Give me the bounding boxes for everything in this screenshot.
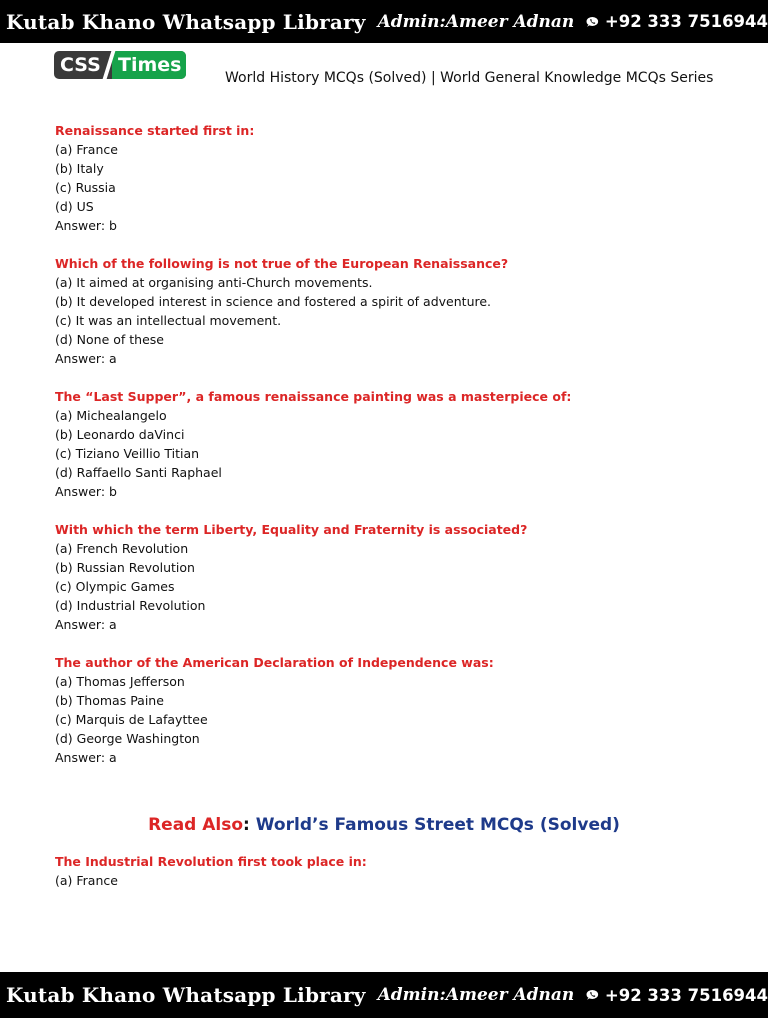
library-name: Kutab Khano Whatsapp Library (6, 983, 366, 1007)
question-title: The “Last Supper”, a famous renaissance painting was a masterpiece of: (55, 389, 572, 404)
option-a: (a) French Revolution (55, 541, 189, 556)
footer-banner (0, 972, 768, 1018)
option-d: (d) None of these (55, 332, 164, 347)
library-name: Kutab Khano Whatsapp Library (6, 9, 366, 34)
option-b: (b) Italy (55, 161, 104, 176)
option-a: (a) France (55, 142, 118, 157)
header-banner (0, 0, 768, 43)
answer: Answer: a (55, 750, 117, 765)
option-d: (d) US (55, 199, 94, 214)
admin-name: Admin:Ameer Adnan (377, 11, 575, 32)
question-title: With which the term Liberty, Equality and Fraternity is associated? (55, 522, 528, 537)
question-3 (55, 387, 735, 501)
question-title: The Industrial Revolution first took place in: (55, 854, 367, 869)
option-c: (c) Russia (55, 180, 116, 195)
logo-css-text: CSS (60, 54, 101, 76)
whatsapp-icon (586, 985, 599, 1005)
option-a: (a) It aimed at organising anti-Church movements. (55, 275, 373, 290)
answer: Answer: a (55, 617, 117, 632)
question-title: The author of the American Declaration of Independence was: (55, 655, 494, 670)
option-a: (a) Michealangelo (55, 408, 167, 423)
option-a: (a) Thomas Jefferson (55, 674, 185, 689)
whatsapp-icon (586, 12, 599, 32)
answer: Answer: b (55, 484, 117, 499)
logo-times-text: Times (112, 51, 186, 79)
logo-slash-icon (102, 51, 116, 79)
question-6 (55, 852, 367, 890)
option-c: (c) Tiziano Veillio Titian (55, 446, 200, 461)
css-times-logo (54, 51, 186, 79)
option-d: (d) Raffaello Santi Raphael (55, 465, 222, 480)
option-d: (d) Industrial Revolution (55, 598, 206, 613)
read-also-colon: : (243, 815, 250, 835)
option-b: (b) Thomas Paine (55, 693, 164, 708)
mcq-list (55, 121, 735, 786)
question-title: Renaissance started first in: (55, 123, 255, 138)
answer: Answer: b (55, 218, 117, 233)
option-c: (c) It was an intellectual movement. (55, 313, 282, 328)
option-b: (b) It developed interest in science and fostered a spirit of adventure. (55, 294, 492, 309)
phone-number: +92 333 7516944 (604, 985, 768, 1005)
question-2 (55, 254, 735, 368)
question-1 (55, 121, 735, 235)
phone-number: +92 333 7516944 (604, 12, 768, 31)
option-b: (b) Leonardo daVinci (55, 427, 185, 442)
question-5 (55, 653, 735, 767)
option-b: (b) Russian Revolution (55, 560, 195, 575)
option-c: (c) Marquis de Lafayttee (55, 712, 208, 727)
question-title: Which of the following is not true of the European Renaissance? (55, 256, 509, 271)
admin-name: Admin:Ameer Adnan (377, 985, 575, 1005)
read-also-link[interactable]: World’s Famous Street MCQs (Solved) (255, 815, 620, 835)
series-title: World History MCQs (Solved) | World General Knowledge MCQs Series (225, 70, 714, 86)
option-d: (d) George Washington (55, 731, 200, 746)
answer: Answer: a (55, 351, 117, 366)
option-c: (c) Olympic Games (55, 579, 175, 594)
read-also (0, 815, 768, 835)
read-also-label: Read Also (148, 815, 244, 835)
question-4 (55, 520, 735, 634)
option-a: (a) France (55, 873, 118, 888)
